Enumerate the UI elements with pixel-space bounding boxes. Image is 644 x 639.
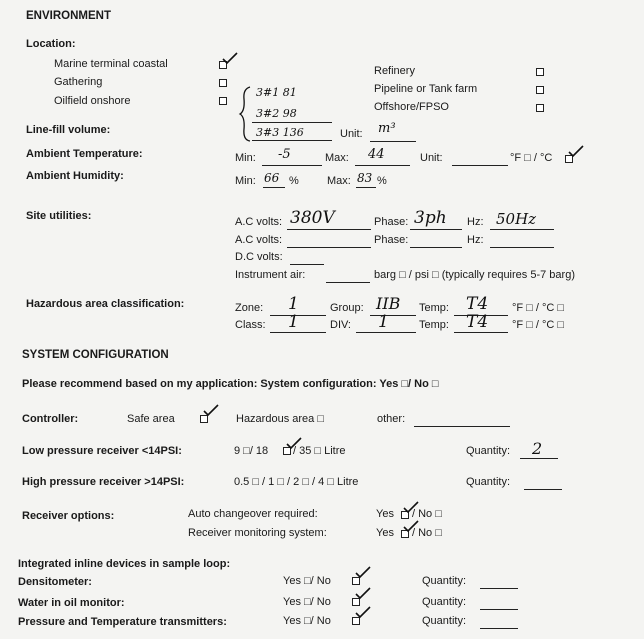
phase-field-2[interactable] <box>410 247 462 248</box>
densitometer-quantity-label: Quantity: <box>422 575 467 587</box>
controller-label: Controller: <box>22 413 79 425</box>
location-gathering-checkbox[interactable] <box>219 79 227 87</box>
high-pressure-options: 0.5 □ / 1 □ / 2 □ / 4 □ Litre <box>234 476 359 488</box>
div-label: DIV: <box>330 319 351 331</box>
location-gathering-label: Gathering <box>54 76 103 88</box>
temp-max-field[interactable] <box>355 165 410 166</box>
section-system-heading: SYSTEM CONFIGURATION <box>22 349 169 361</box>
low-quantity-value: 2 <box>532 439 543 458</box>
high-quantity-label: Quantity: <box>466 476 511 488</box>
hz-label-1: Hz: <box>467 216 484 228</box>
humidity-min-field[interactable] <box>263 187 285 188</box>
section-environment-heading: ENVIRONMENT <box>26 10 111 22</box>
safe-area-check-mark <box>203 404 219 416</box>
temp-class-fc-1: °F □ / °C □ <box>512 302 565 314</box>
celsius-check-mark <box>568 145 584 157</box>
pressure-temp-no-checkbox[interactable] <box>352 617 360 625</box>
location-marine-label: Marine terminal coastal <box>54 58 168 70</box>
temp-class-field-2[interactable] <box>454 332 508 333</box>
humidity-max-label: Max: <box>327 175 351 187</box>
high-pressure-label: High pressure receiver >14PSI: <box>22 476 185 488</box>
hazardous-area-label: Hazardous area classification: <box>26 298 185 310</box>
densitometer-yes-no: Yes □/ No <box>283 575 331 587</box>
group-field[interactable] <box>370 315 416 316</box>
hz-field-1[interactable] <box>490 229 554 230</box>
div-value: 1 <box>378 312 389 332</box>
ac-volts-label-2: A.C volts: <box>235 234 283 246</box>
receiver-monitoring-no: / No □ <box>412 527 442 539</box>
location-refinery-checkbox[interactable] <box>536 68 544 76</box>
hz-label-2: Hz: <box>467 234 484 246</box>
div-field[interactable] <box>356 332 416 333</box>
controller-other-label: other: <box>377 413 406 425</box>
location-offshore-checkbox[interactable] <box>536 104 544 112</box>
densitometer-quantity-field[interactable] <box>480 588 518 589</box>
ambient-humidity-label: Ambient Humidity: <box>26 170 124 182</box>
safe-area-checkbox[interactable] <box>200 415 208 423</box>
temp-class-value-1: T4 <box>466 294 489 314</box>
temp-unit-f-c: °F □ / °C <box>510 152 553 164</box>
low-pressure-label: Low pressure receiver <14PSI: <box>22 445 182 457</box>
class-label: Class: <box>235 319 266 331</box>
temp-class-value-2: T4 <box>466 312 489 332</box>
temp-unit-field[interactable] <box>452 165 508 166</box>
ambient-temperature-label: Ambient Temperature: <box>26 148 143 160</box>
ac-volts-field-2[interactable] <box>287 247 371 248</box>
humidity-min-pct: % <box>289 175 299 187</box>
note-underline-2 <box>252 140 332 141</box>
pressure-temp-label: Pressure and Temperature transmitters: <box>18 616 227 628</box>
temp-min-label: Min: <box>235 152 256 164</box>
location-oilfield-checkbox[interactable] <box>219 97 227 105</box>
receiver-monitoring-label: Receiver monitoring system: <box>188 527 327 539</box>
water-in-oil-check-mark <box>355 587 371 599</box>
handwritten-note-line3: 3#3 136 <box>256 126 304 139</box>
zone-value: 1 <box>288 294 299 314</box>
handwritten-brace <box>238 85 252 143</box>
temp-unit-label: Unit: <box>420 152 443 164</box>
pressure-temp-check-mark <box>355 606 371 618</box>
temp-class-label-2: Temp: <box>419 319 449 331</box>
receiver-monitoring-yes: Yes <box>376 527 394 539</box>
recommend-question: Please recommend based on my application: System configuration: Yes □/ No □ <box>22 378 439 390</box>
handwritten-note-line2: 3#2 98 <box>256 107 297 120</box>
water-in-oil-quantity-label: Quantity: <box>422 596 467 608</box>
pressure-temp-quantity-field[interactable] <box>480 628 518 629</box>
group-value: IIB <box>376 294 401 313</box>
linefill-volume-label: Line-fill volume: <box>26 124 111 136</box>
phase-value: 3ph <box>414 208 447 228</box>
phase-label-1: Phase: <box>374 216 409 228</box>
location-oilfield-label: Oilfield onshore <box>54 95 131 107</box>
safe-area-label: Safe area <box>127 413 175 425</box>
water-in-oil-label: Water in oil monitor: <box>18 597 125 609</box>
location-pipeline-label: Pipeline or Tank farm <box>374 83 478 95</box>
low-pressure-options: 9 □/ 18 <box>234 445 269 457</box>
humidity-min-value: 66 <box>264 171 280 185</box>
ac-volts-label-1: A.C volts: <box>235 216 283 228</box>
densitometer-label: Densitometer: <box>18 576 92 588</box>
temp-min-field[interactable] <box>262 165 322 166</box>
ac-volts-value: 380V <box>290 208 335 228</box>
temp-class-fc-2: °F □ / °C □ <box>512 319 565 331</box>
location-offshore-label: Offshore/FPSO <box>374 101 449 113</box>
phase-field-1[interactable] <box>410 229 462 230</box>
auto-changeover-yes: Yes <box>376 508 394 520</box>
auto-changeover-no: / No □ <box>412 508 442 520</box>
instrument-air-units: barg □ / psi □ (typically requires 5-7 barg) <box>374 269 575 281</box>
densitometer-no-checkbox[interactable] <box>352 577 360 585</box>
hazardous-area-option: Hazardous area □ <box>236 413 324 425</box>
pressure-temp-yes-no: Yes □/ No <box>283 615 331 627</box>
dc-volts-label: D.C volts: <box>235 251 283 263</box>
class-value: 1 <box>288 312 299 332</box>
phase-label-2: Phase: <box>374 234 409 246</box>
low-quantity-field[interactable] <box>520 458 558 459</box>
integrated-devices-label: Integrated inline devices in sample loop: <box>18 558 231 570</box>
instrument-air-label: Instrument air: <box>235 269 306 281</box>
handwritten-note-line1: 3#1 81 <box>256 86 297 99</box>
water-in-oil-no-checkbox[interactable] <box>352 598 360 606</box>
densitometer-check-mark <box>355 566 371 578</box>
location-pipeline-checkbox[interactable] <box>536 86 544 94</box>
zone-label: Zone: <box>235 302 264 314</box>
controller-other-field[interactable] <box>414 426 510 427</box>
temp-class-label-1: Temp: <box>419 302 449 314</box>
hz-value: 50Hz <box>496 210 537 228</box>
linefill-unit-label: Unit: <box>340 128 363 140</box>
temp-max-value: 44 <box>368 147 385 162</box>
humidity-max-field[interactable] <box>356 187 376 188</box>
location-label: Location: <box>26 38 76 50</box>
linefill-unit-field[interactable] <box>370 141 416 142</box>
humidity-min-label: Min: <box>235 175 256 187</box>
group-label: Group: <box>330 302 364 314</box>
receiver-options-label: Receiver options: <box>22 510 115 522</box>
class-field[interactable] <box>270 332 326 333</box>
water-in-oil-yes-no: Yes □/ No <box>283 596 331 608</box>
ac-volts-field-1[interactable] <box>287 229 371 230</box>
site-utilities-label: Site utilities: <box>26 210 92 222</box>
water-in-oil-quantity-field[interactable] <box>480 609 518 610</box>
instrument-air-field[interactable] <box>326 282 370 283</box>
location-refinery-label: Refinery <box>374 65 415 77</box>
high-quantity-field[interactable] <box>524 489 562 490</box>
hz-field-2[interactable] <box>490 247 554 248</box>
temp-max-label: Max: <box>325 152 349 164</box>
marine-check-mark <box>222 52 238 64</box>
auto-changeover-label: Auto changeover required: <box>188 508 318 520</box>
humidity-max-value: 83 <box>357 171 373 185</box>
temp-min-value: -5 <box>278 147 291 162</box>
linefill-unit-value: m³ <box>378 121 396 136</box>
low-pressure-options-2: / 35 □ Litre <box>293 445 346 457</box>
humidity-max-pct: % <box>377 175 387 187</box>
pressure-temp-quantity-label: Quantity: <box>422 615 467 627</box>
low-quantity-label: Quantity: <box>466 445 511 457</box>
dc-volts-field[interactable] <box>290 264 324 265</box>
note-underline-1 <box>252 122 332 123</box>
